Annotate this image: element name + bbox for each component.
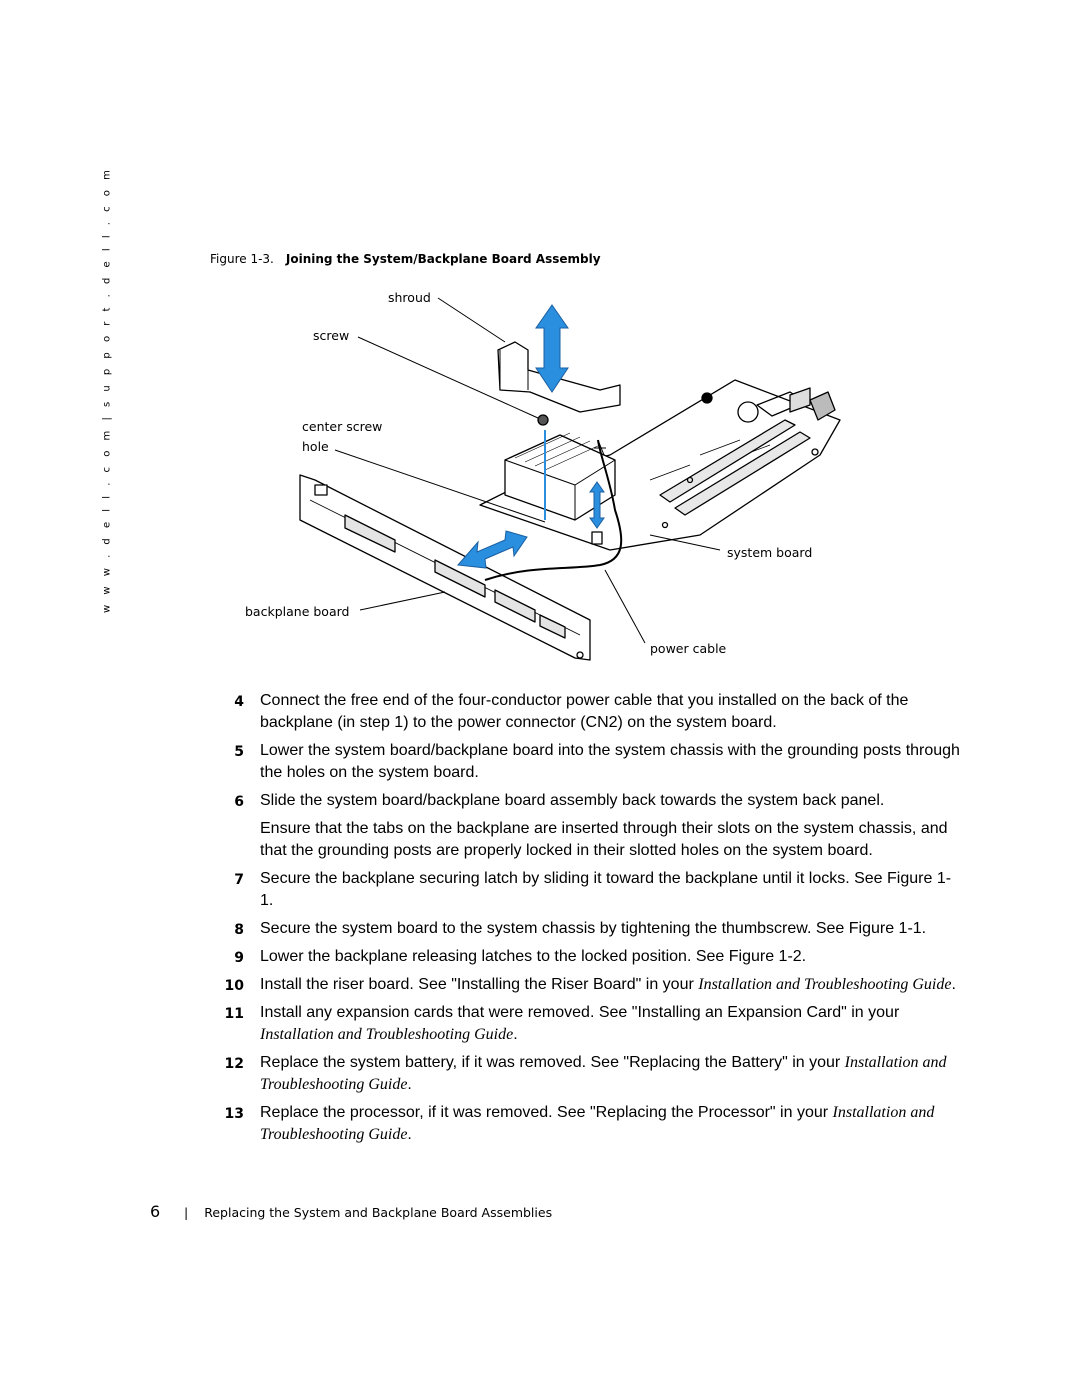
step-item: 8 Secure the system board to the system chassis by tightening the thumbscrew. See Figure 1-1. <box>234 920 927 938</box>
step-item: 4 Connect the free end of the four-conductor power cable that you installed on the back of the backplane (in step 1) to the power connector (CN2) on the system board. <box>234 692 909 731</box>
callout-power-cable: power cable <box>650 641 727 656</box>
page-number: 6 <box>150 1202 161 1221</box>
step-item: 10 Install the riser board. See "Installing the Riser Board" in your Installation and Troubleshooting Guide. <box>224 976 956 994</box>
step-note: Ensure that the tabs on the backplane are inserted through their slots on the system chassis, and that the grounding posts are properly locked in their slotted holes on the system board. <box>260 820 948 859</box>
callout-center-screw: center screw <box>302 419 383 434</box>
guide-title: Installation and Troubleshooting Guide <box>260 1026 514 1043</box>
callout-hole: hole <box>302 439 329 454</box>
step-item: 6 Slide the system board/backplane board assembly back towards the system back panel. Ensure that the tabs on the backplane are inserted through their slots on the system chassis, and that the grounding posts are properly locked in their slotted holes on the system board. <box>222 790 962 862</box>
callout-screw: screw <box>313 328 350 343</box>
page-footer <box>150 1202 552 1221</box>
callout-system-board: system board <box>727 545 813 560</box>
assembly-figure <box>230 280 950 670</box>
guide-title: Installation and Troubleshooting Guide <box>260 1104 935 1143</box>
thumbscrew-icon <box>702 393 712 403</box>
guide-title: Installation and Troubleshooting Guide <box>698 976 952 993</box>
screw-icon <box>538 415 548 425</box>
step-list <box>222 690 962 1152</box>
diagonal-arrow-icon <box>458 531 527 568</box>
step-item: 9 Lower the backplane releasing latches to the locked position. See Figure 1-2. <box>234 948 807 966</box>
callout-shroud: shroud <box>388 290 431 305</box>
step-item: 12 Replace the system battery, if it was removed. See "Replacing the Battery" in your Installation and Troubleshooting Guide. <box>224 1054 947 1093</box>
step-item: 11 Install any expansion cards that were removed. See "Installing an Expansion Card" in your Installation and Troubleshooting Guide. <box>224 1004 900 1043</box>
callout-backplane-board: backplane board <box>245 604 350 619</box>
side-url: w w w . d e l l . c o m | s u p p o r t . d e l l . c o m <box>101 166 113 614</box>
step-item: 13 Replace the processor, if it was removed. See "Replacing the Processor" in your Installation and Troubleshooting Guide. <box>224 1104 935 1143</box>
figure-caption <box>210 252 601 266</box>
footer-title: Replacing the System and Backplane Board Assemblies <box>204 1205 553 1220</box>
figure-number: Figure 1-3. <box>210 252 274 266</box>
footer-separator: | <box>184 1205 189 1220</box>
guide-title: Installation and Troubleshooting Guide <box>260 1054 947 1093</box>
step-item: 5 Lower the system board/backplane board into the system chassis with the grounding posts through the holes on the system board. <box>234 742 960 781</box>
figure-title: Joining the System/Backplane Board Assembly <box>285 252 601 266</box>
step-item: 7 Secure the backplane securing latch by sliding it toward the backplane until it locks. See Figure 1-1. <box>234 870 952 909</box>
